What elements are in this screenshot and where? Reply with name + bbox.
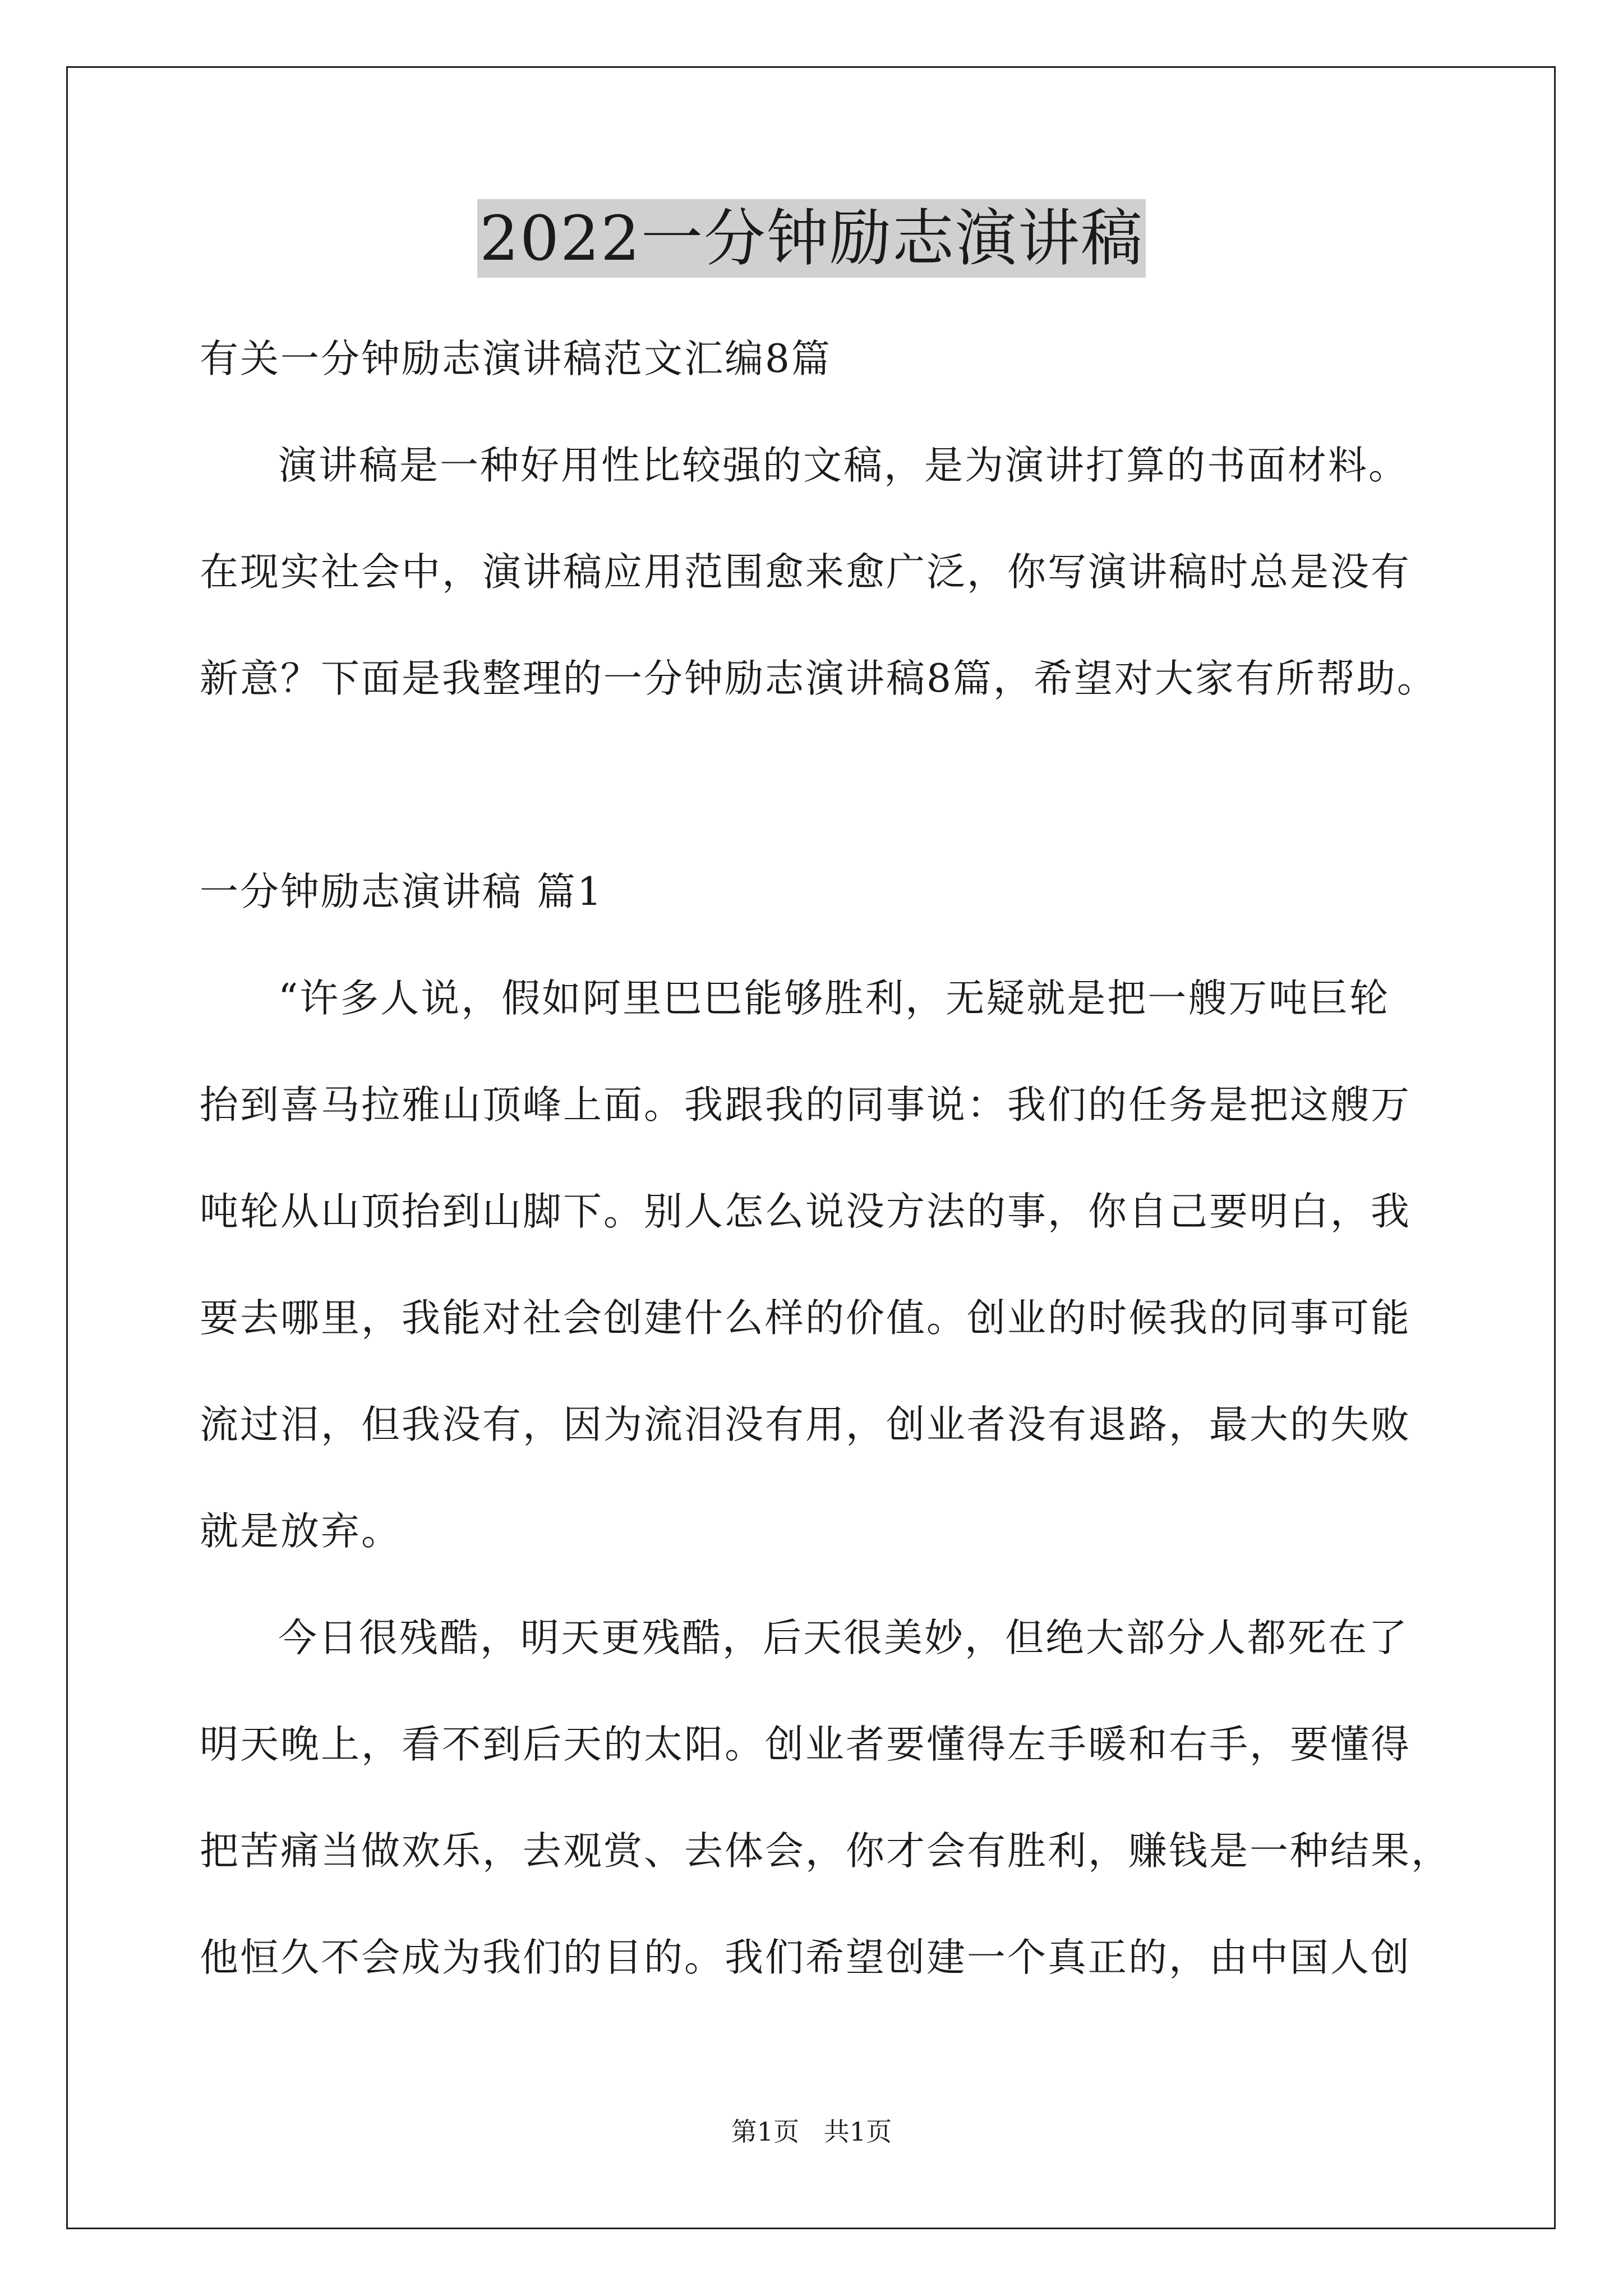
- body-line-6: 就是放弃。: [200, 1509, 402, 1554]
- body-line-9: 把苦痛当做欢乐，去观赏、去体会，你才会有胜利，赚钱是一种结果，: [200, 1829, 1451, 1874]
- body-line-5: 流过泪，但我没有，因为流泪没有用，创业者没有退路，最大的失败: [200, 1402, 1411, 1447]
- intro-line-1: 演讲稿是一种好用性比较强的文稿，是为演讲打算的书面材料。: [278, 443, 1409, 488]
- body-line-10: 他恒久不会成为我们的目的。我们希望创建一个真正的，由中国人创: [200, 1935, 1411, 1980]
- body-line-8: 明天晚上，看不到后天的太阳。创业者要懂得左手暖和右手，要懂得: [200, 1722, 1411, 1767]
- body-line-1: “许多人说，假如阿里巴巴能够胜利，无疑就是把一艘万吨巨轮: [278, 976, 1390, 1021]
- page-footer: 第1页 共1页: [731, 2116, 892, 2147]
- document-body: [200, 306, 1451, 2011]
- body-line-7: 今日很残酷，明天更残酷，后天很美妙，但绝大部分人都死在了: [278, 1616, 1409, 1660]
- body-line-3: 吨轮从山顶抬到山脚下。别人怎么说没方法的事，你自己要明白，我: [200, 1189, 1411, 1234]
- document-title: 2022一分钟励志演讲稿: [477, 199, 1146, 278]
- section-heading: 一分钟励志演讲稿 篇1: [200, 869, 603, 914]
- intro-line-3: 新意？下面是我整理的一分钟励志演讲稿8篇，希望对大家有所帮助。: [200, 656, 1437, 701]
- body-line-4: 要去哪里，我能对社会创建什么样的价值。创业的时候我的同事可能: [200, 1296, 1411, 1341]
- title-container: [0, 199, 1623, 278]
- intro-line-2: 在现实社会中，演讲稿应用范围愈来愈广泛，你写演讲稿时总是没有: [200, 550, 1411, 595]
- blank-gap: [200, 732, 1432, 839]
- body-line-2: 抬到喜马拉雅山顶峰上面。我跟我的同事说：我们的任务是把这艘万: [200, 1083, 1411, 1128]
- subtitle-line: 有关一分钟励志演讲稿范文汇编8篇: [200, 337, 832, 381]
